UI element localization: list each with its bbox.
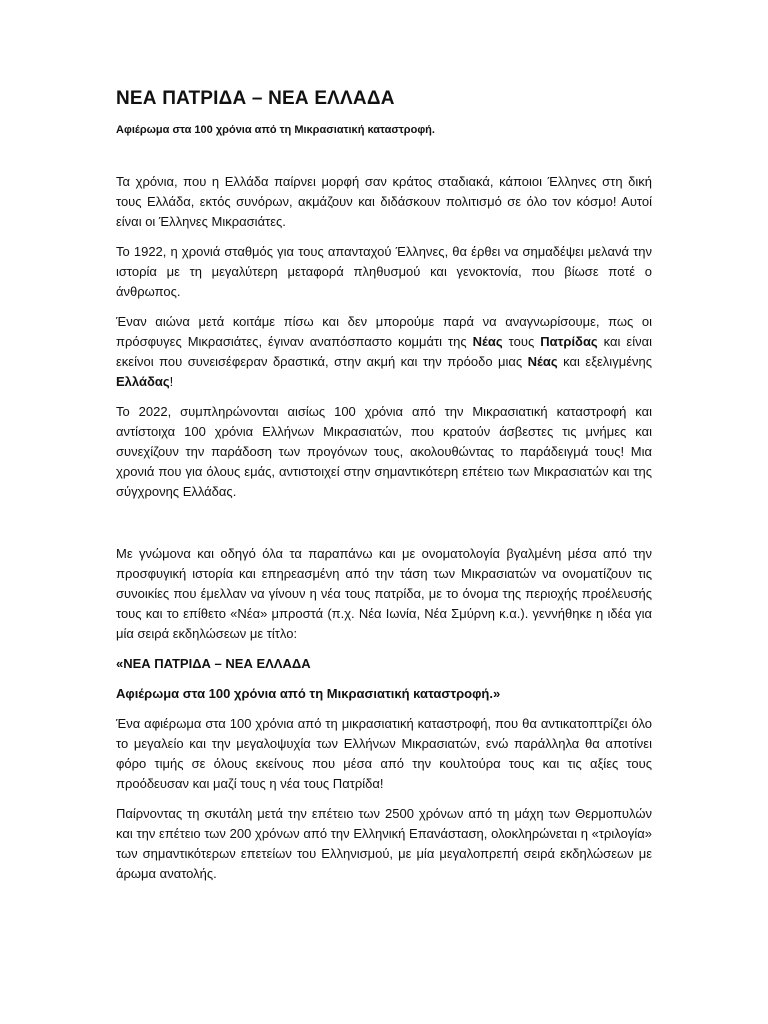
paragraph-6: Ένα αφιέρωμα στα 100 χρόνια από τη μικρασιατική καταστροφή, που θα αντικατοπτρίζει όλο το μεγαλείο και την μεγαλοψυχία των Ελλήνων Μικρασιατών, ενώ παράλληλα θα αποτίνει φόρο τιμής σε όλους εκείνους που μέσα από την κουλτούρα τους και τις αξίες τους προόδευσαν και μαζί τους η νέα τους Πατρίδα! [116, 716, 652, 791]
document-body [116, 88, 652, 884]
quote-title: «ΝΕΑ ΠΑΤΡΙΔΑ – ΝΕΑ ΕΛΛΑΔΑ [116, 656, 311, 671]
paragraph-3 [116, 312, 652, 392]
document-subtitle: Αφιέρωμα στα 100 χρόνια από τη Μικρασιατική καταστροφή. [116, 124, 435, 136]
paragraph-2: Το 1922, η χρονιά σταθμός για τους απανταχού Έλληνες, θα έρθει να σημαδέψει μελανά την ιστορία με τη μεγαλύτερη μεταφορά πληθυσμού και γενοκτονία, που βίωσε ποτέ ο άνθρωπος. [116, 244, 652, 299]
paragraph-5: Με γνώμονα και οδηγό όλα τα παραπάνω και με ονοματολογία βγαλμένη μέσα από την προσφυγική ιστορία και επηρεασμένη από την τάση των Μικρασιατών να ονοματίζουν τις συνοικίες που έμελλαν να γίνουν η νέα τους πατρίδα, με το όνομα της περιοχής προέλευσής τους και το επίθετο «Νέα» μπροστά (π.χ. Νέα Ιωνία, Νέα Σμύρνη κ.α.). γεννήθηκε η ιδέα για μία σειρά εκδηλώσεων με τίτλο: [116, 546, 652, 641]
paragraph-1: Τα χρόνια, που η Ελλάδα παίρνει μορφή σαν κράτος σταδιακά, κάποιοι Έλληνες στη δική τους Ελλάδα, εκτός συνόρων, ακμάζουν και διδάσκουν πολιτισμό σε όλο τον κόσμο! Αυτοί είναι οι Έλληνες Μικρασιάτες. [116, 174, 652, 229]
quote-subtitle: Αφιέρωμα στα 100 χρόνια από τη Μικρασιατική καταστροφή.» [116, 686, 501, 701]
document-title: ΝΕΑ ΠΑΤΡΙΔΑ – ΝΕΑ ΕΛΛΑΔΑ [116, 88, 395, 109]
paragraph-3-bold-nea: Νέας [472, 334, 503, 349]
paragraph-3-bold-elladas: Ελλάδας [116, 374, 170, 389]
paragraph-3-bold-nea-2: Νέας [527, 354, 558, 369]
paragraph-4: Το 2022, συμπληρώνονται αισίως 100 χρόνια από την Μικρασιατική καταστροφή και αντίστοιχα 100 χρόνια Ελλήνων Μικρασιατών, που κρατούν άσβεστες τις μνήμες και συνεχίζουν την παράδοση των προγόνων τους, ακολουθώντας το παράδειγμά τους! Μια χρονιά που για όλους εμάς, αντιστοιχεί στην σημαντικότερη επέτειο των Μικρασιατών και της σύγχρονης Ελλάδας. [116, 404, 652, 499]
paragraph-3-text-e: και είναι εκείνοι που συνεισέφεραν δραστικά, στην ακμή και την πρόοδο μιας [116, 334, 653, 369]
paragraph-3-text-g: και εξελιγμένης [557, 354, 652, 369]
paragraph-3-bold-patridas: Πατρίδας [540, 334, 598, 349]
paragraph-3-text-a: Έναν αιώνα μετά κοιτάμε πίσω και δεν μπορούμε παρά να αναγνωρίσουμε, πως οι πρόσφυγες Μικρασιάτες, έγιναν αναπόσπαστο κομμάτι της [116, 314, 652, 349]
paragraph-3-text-c: τους [502, 334, 541, 349]
paragraph-3-text-i: ! [169, 374, 174, 389]
paragraph-7: Παίρνοντας τη σκυτάλη μετά την επέτειο των 2500 χρόνων από τη μάχη των Θερμοπυλών και την επέτειο των 200 χρόνων από την Ελληνική Επανάσταση, ολοκληρώνεται η «τριλογία» των σημαντικότερων επετείων του Ελληνισμού, με μία μεγαλοπρεπή σειρά εκδηλώσεων με άρωμα ανατολής. [116, 806, 652, 881]
